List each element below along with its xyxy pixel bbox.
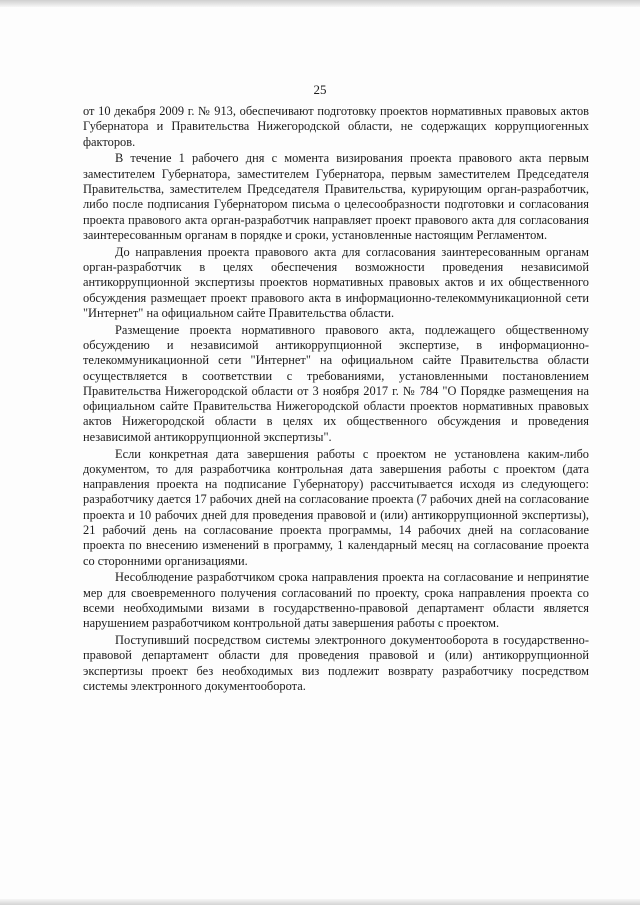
paragraph: Размещение проекта нормативного правового акта, подлежащего общественному обсуждению и независимой антикоррупционной экспертизе, в информационно-телекоммуникационной сети "Интернет" на официальном сайте Правительства области осуществляется в соответствии с требованиями, установленными постановлением Правительства Нижегородской области от 3 ноября 2017 г. № 784 "О Порядке размещения на официальном сайте Правительства Нижегородской области проектов нормативных правовых актов Нижегородской области в целях их общественного обсуждения и проведения независимой антикоррупционной экспертизы". [83,322,589,444]
paragraph-continuation: от 10 декабря 2009 г. № 913, обеспечивают подготовку проектов нормативных правовых актов Губернатора и Правительства Нижегородской области, не содержащих коррупциогенных факторов. [83,104,589,149]
paragraph: До направления проекта правового акта для согласования заинтересованным органам орган-разработчик в целях обеспечения возможности проведения независимой антикоррупционной экспертизы проектов нормативных правовых актов и их общественного обсуждения размещает проект правового акта в информационно-телекоммуникационной сети "Интернет" на официальном сайте Правительства области. [83,244,589,320]
paragraph: Если конкретная дата завершения работы с проектом не установлена каким-либо документом, то для разработчика контрольная дата завершения работы с проектом (дата направления проекта на подписание Губернатору) рассчитывается исходя из следующего: разработчику дается 17 рабочих дней на согласование проекта (7 рабочих дней на согласование проекта и 10 рабочих дней для проведения правовой и (или) антикоррупционной экспертизы), 21 рабочий день на согласование проекта программы, 14 рабочих дней на согласование проекта по внесению изменений в программу, 1 календарный месяц на согласование проекта со сторонними организациями. [83,446,589,568]
document-body [83,104,589,696]
scan-bottom-edge [0,899,640,905]
scan-top-edge [0,0,640,7]
paragraph: Несоблюдение разработчиком срока направления проекта на согласование и непринятие мер для своевременного получения согласований по проекту, срока направления проекта со всеми необходимыми визами в государственно-правовой департамент области является нарушением разработчиком контрольной даты завершения работы с проектом. [83,570,589,631]
page-number: 25 [313,82,327,97]
paragraph: В течение 1 рабочего дня с момента визирования проекта правового акта первым заместителем Губернатора, заместителем Губернатора, первым заместителем Председателя Правительства, заместителем Председателя Правительства, курирующим орган-разработчик, либо после подписания Губернатором письма о целесообразности подготовки и согласования проекта правового акта орган-разработчик направляет проект правового акта для согласования заинтересованным органам в порядке и сроки, установленные настоящим Регламентом. [83,151,589,242]
paragraph: Поступивший посредством системы электронного документооборота в государственно-правовой департамент области для проведения правовой и (или) антикоррупционной экспертизы проект без необходимых виз подлежит возврату разработчику посредством системы электронного документооборота. [83,633,589,693]
